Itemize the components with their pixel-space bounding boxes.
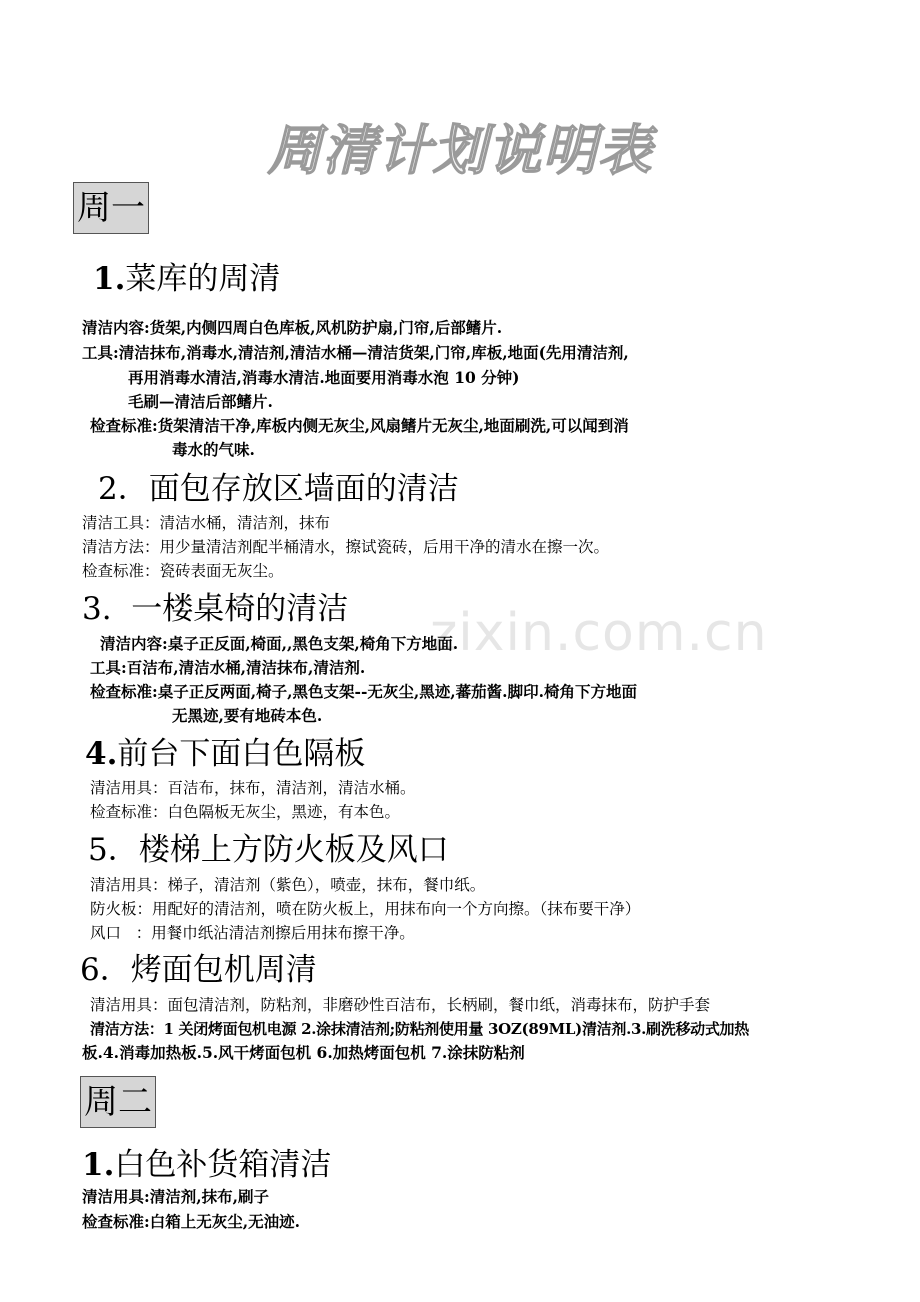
text-line: 清洁方法：用少量清洁剂配半桶清水，擦试瓷砖，后用干净的清水在擦一次。 <box>82 538 610 556</box>
section-heading-3 <box>82 589 348 629</box>
section-heading-1 <box>93 259 280 299</box>
text-line: 检查标准:货架清洁干净,库板内侧无灰尘,风扇鳍片无灰尘,地面刷洗,可以闻到消 <box>90 416 629 435</box>
text-line: 再用消毒水清洁,消毒水清洁.地面要用消毒水泡 10 分钟) <box>128 368 520 387</box>
day-label-monday: 周一 <box>73 182 149 234</box>
text-line: 清洁用具：百洁布，抹布，清洁剂，清洁水桶。 <box>90 779 416 797</box>
text-line: 板.4.消毒加热板.5.风干烤面包机 6.加热烤面包机 7.涂抹防粘剂 <box>82 1043 525 1062</box>
text-line: 检查标准:桌子正反两面,椅子,黑色支架--无灰尘,黑迹,蕃茄酱.脚印.椅角下方地面 <box>90 682 637 701</box>
section-title: 面包存放区墙面的清洁 <box>148 471 459 507</box>
section-title: 烤面包机周清 <box>130 952 317 988</box>
section-heading-4 <box>85 734 365 774</box>
text-line: 防火板：用配好的清洁剂，喷在防火板上，用抹布向一个方向擦。（抹布要干净） <box>90 900 641 918</box>
section-title: 楼梯上方防火板及风口 <box>138 832 449 868</box>
day-label-tuesday: 周二 <box>80 1076 156 1128</box>
page-title: 周清计划说明表 <box>267 119 653 182</box>
section-number: 1. <box>82 1147 115 1183</box>
section-heading-5 <box>88 830 449 870</box>
section-heading-7 <box>82 1145 331 1185</box>
text-line: 清洁工具：清洁水桶，清洁剂，抹布 <box>82 514 331 532</box>
section-heading-2 <box>98 469 459 509</box>
section-title: 菜库的周清 <box>125 261 281 297</box>
text-line: 毒水的气味. <box>172 440 255 459</box>
section-title: 一楼桌椅的清洁 <box>131 591 349 627</box>
text-line: 检查标准：瓷砖表面无灰尘。 <box>82 562 284 580</box>
text-line: 清洁方法：1 关闭烤面包机电源 2.涂抹清洁剂;防粘剂使用量 3OZ(89ML)清洁剂.3.刷洗移动式加热 <box>90 1020 749 1038</box>
section-number: 1. <box>93 261 126 297</box>
text-line: 清洁用具：面包清洁剂，防粘剂，非磨砂性百洁布，长柄刷，餐巾纸，消毒抹布，防护手套 <box>90 996 711 1014</box>
section-heading-6 <box>80 950 317 990</box>
watermark: zixin.com.cn <box>430 603 768 663</box>
text-line: 清洁用具:清洁剂,抹布,刷子 <box>82 1187 270 1206</box>
text-line: 清洁用具：梯子，清洁剂（紫色），喷壶，抹布，餐巾纸。 <box>90 876 486 894</box>
text-line: 无黑迹,要有地砖本色. <box>172 706 323 725</box>
text-line: 毛刷—清洁后部鳍片. <box>128 392 273 411</box>
section-number: 3. <box>82 591 132 627</box>
section-title: 前台下面白色隔板 <box>117 736 366 772</box>
text-line: 清洁内容:货架,内侧四周白色库板,风机防护扇,门帘,后部鳍片. <box>82 318 503 337</box>
text-line: 工具:清洁抹布,消毒水,清洁剂,清洁水桶—清洁货架,门帘,库板,地面(先用清洁剂, <box>82 343 629 362</box>
text-line: 检查标准：白色隔板无灰尘，黑迹，有本色。 <box>90 803 401 821</box>
text-line: 风口 ：用餐巾纸沾清洁剂擦后用抹布擦干净。 <box>90 924 415 942</box>
section-number: 2． <box>98 471 149 507</box>
section-number: 4. <box>85 736 118 772</box>
section-title: 白色补货箱清洁 <box>114 1147 332 1183</box>
section-number: 5． <box>88 832 139 868</box>
text-line: 检查标准:白箱上无灰尘,无油迹. <box>82 1212 301 1231</box>
text-line: 工具:百洁布,清洁水桶,清洁抹布,清洁剂. <box>90 658 366 677</box>
section-number: 6． <box>80 952 131 988</box>
text-line: 清洁内容:桌子正反面,椅面,,黑色支架,椅角下方地面. <box>100 634 459 653</box>
